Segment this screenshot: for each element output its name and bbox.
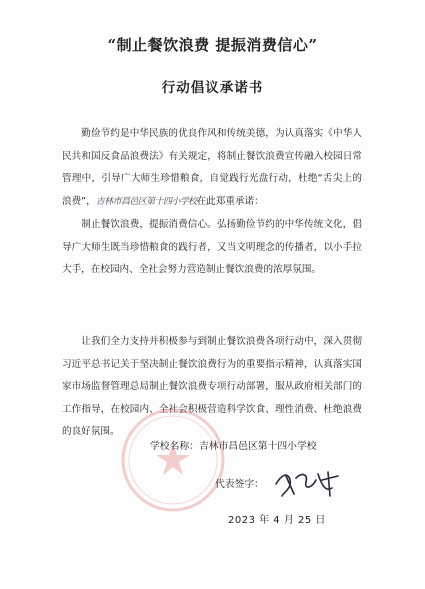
handwritten-school-name: 吉林市昌邑区第十四小学校 <box>95 196 197 207</box>
official-seal-icon <box>118 405 228 515</box>
paragraph-1-text-b: 在此郑重承诺： <box>196 195 264 207</box>
paragraph-3-text: 让我们全力支持并积极参与到制止餐饮浪费各项行动中，深入贯彻习近平总书记关于坚决制止餐饮浪费行为的重要指示精神，认真落实国家市场监督管理总局制止餐饮浪费专项行动部署，服从政府相关部门的工作指导，在校园内、全社会积极营造科学饮食、理性消费、杜绝浪费的良好氛围。 <box>62 336 362 437</box>
school-name: 吉林市昌邑区第十四小学校 <box>198 441 317 452</box>
school-label: 学校名称： <box>150 441 199 452</box>
signature-line <box>215 476 264 490</box>
handwritten-signature-icon <box>272 466 342 500</box>
school-name-line <box>150 438 317 452</box>
document-subtitle: 行动倡议承诺书 <box>161 80 264 96</box>
paragraph-1 <box>62 123 362 213</box>
date-line: 2023 年 4 月 25 日 <box>228 515 326 526</box>
paragraph-2 <box>62 214 362 282</box>
signature-label: 代表签字： <box>215 479 264 490</box>
paragraph-1-text-a: 勤俭节约是中华民族的优良作风和传统美德，为认真落实《中华人民共和国反食品浪费法》有关规定，将制止餐饮浪费宣传融入校园日常管理中，引导广大师生珍惜粮食，自觉践行光盘行动，杜绝“舌尖上的浪费”， <box>62 128 362 207</box>
document-title: “制止餐饮浪费 提振消费信心” <box>107 36 318 54</box>
paragraph-2-text: 制止餐饮浪费，提振消费信心。弘扬勤俭节约的中华传统文化，倡导广大师生既当珍惜粮食的践行者，又当文明理念的传播者，以小手拉大手，在校园内、全社会努力营造制止餐饮浪费的浓厚氛围。 <box>62 219 362 275</box>
